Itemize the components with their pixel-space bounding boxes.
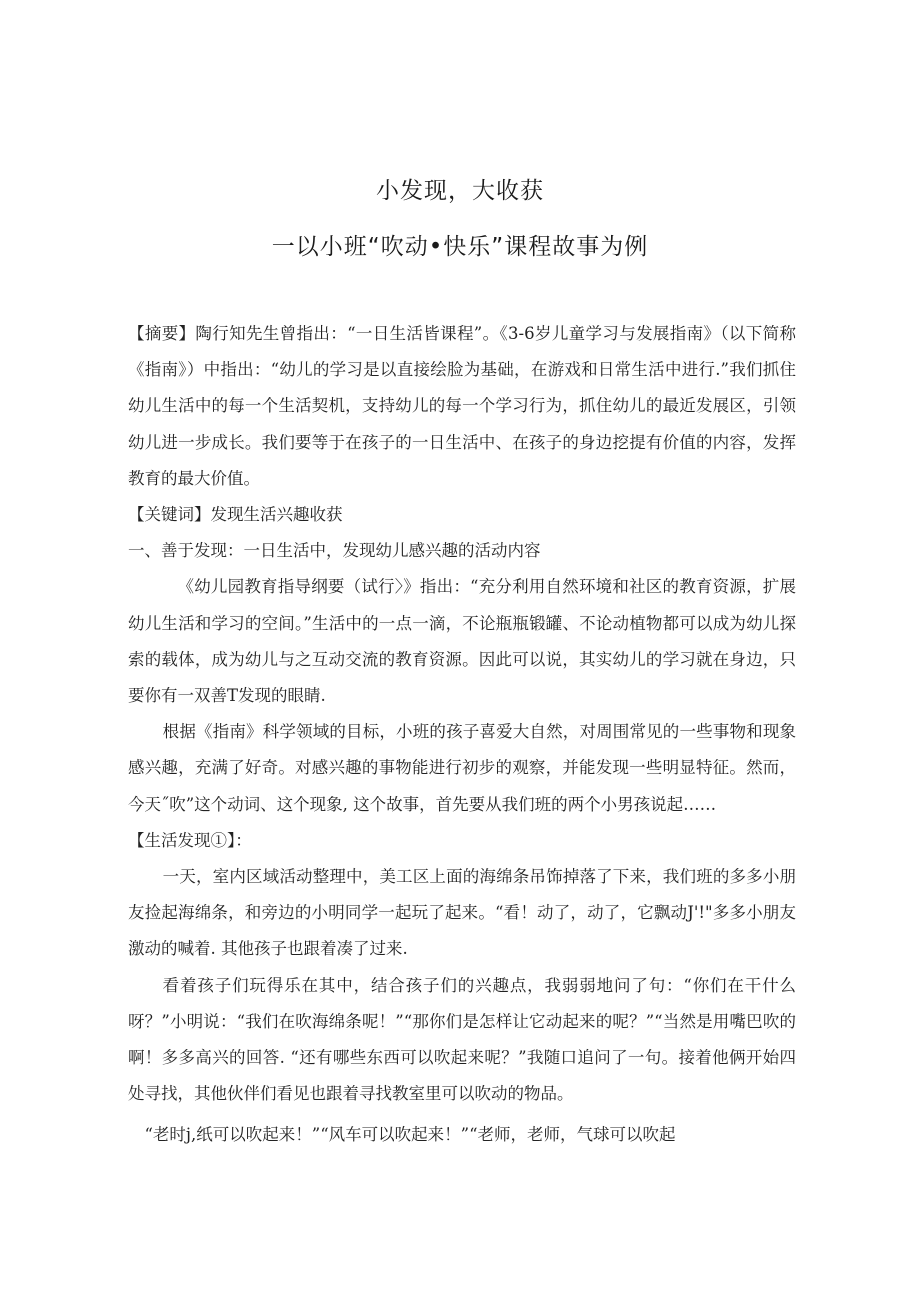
section-heading-1: 一、善于发现：一日生活中，发现幼儿感兴趣的活动内容: [128, 541, 541, 561]
body-paragraph: 根据《指南》科学领域的目标，小班的孩子喜爱大自然，对周围常见的一些事物和现象感兴趣，充满了好奇。对感兴趣的事物能进行初步的观察，并能发现一些明显特征。然而，今天˝吹”这个动词、这个现象, 这个故事，首先要从我们班的两个小男孩说起……: [128, 722, 796, 814]
abstract-paragraph: 【摘要】陶行知先生曾指出：“一日生活皆课程”。《3-6岁儿童学习与发展指南》（以下简称《指南》）中指出：“幼儿的学习是以直接绘脸为基础，在游戏和日常生活中进行.”我们抓住幼儿生活中的每一个生活契机，支持幼儿的每一个学习行为，抓住幼儿的最近发展区，引领幼儿进一步成长。我们要等于在孩子的一日生活中、在孩子的身边挖提有价值的内容，发挥教育的最大价值。: [128, 324, 796, 488]
document-subtitle: 一以小班“吹动•快乐”课程故事为例: [271, 234, 649, 260]
keywords-paragraph: 【关键词】发现生活兴趣收获: [128, 505, 343, 525]
body-paragraph: “老时j,纸可以吹起来！”“风车可以吹起来！”“老师，老师，气球可以吹起: [144, 1125, 676, 1145]
body-paragraph: 一天，室内区域活动整理中，美工区上面的海绵条吊饰掉落了下来，我们班的多多小朋友捡起海绵条，和旁边的小明同学一起玩了起来。“看！动了，动了，它飘动J'!"多多小朋友激动的喊着. 其他孩子也跟着凑了过来.: [128, 867, 796, 959]
document-body: [128, 316, 796, 1154]
body-paragraph: 《幼儿园教育指导纲要（试行〉》指出：“充分利用自然环境和社区的教育资源，扩展幼儿生活和学习的空间。”生活中的一点一滴，不论瓶瓶锻罐、不论动植物都可以成为幼儿探索的载体，成为幼儿与之互动交流的教育资源。因此可以说，其实幼儿的学习就在身边，只要你有一双善T发现的眼睛.: [128, 577, 796, 706]
life-discovery-heading: 【生活发现①】：: [128, 830, 252, 850]
body-paragraph: 看着孩子们玩得乐在其中，结合孩子们的兴趣点，我弱弱地问了句：“你们在干什么呀？”小明说：“我们在吹海绵条呢！”“那你们是怎样让它动起来的呢？”“当然是用嘴巴吹的啊！多多高兴的回答. “还有哪些东西可以吹起来呢？”我随口追问了一句。接着他俩开始四处寻找，其他伙伴们看见也跟着寻找教室里可以吹动的物品。: [128, 975, 796, 1104]
document-title: 小发现，大收获: [376, 178, 544, 204]
